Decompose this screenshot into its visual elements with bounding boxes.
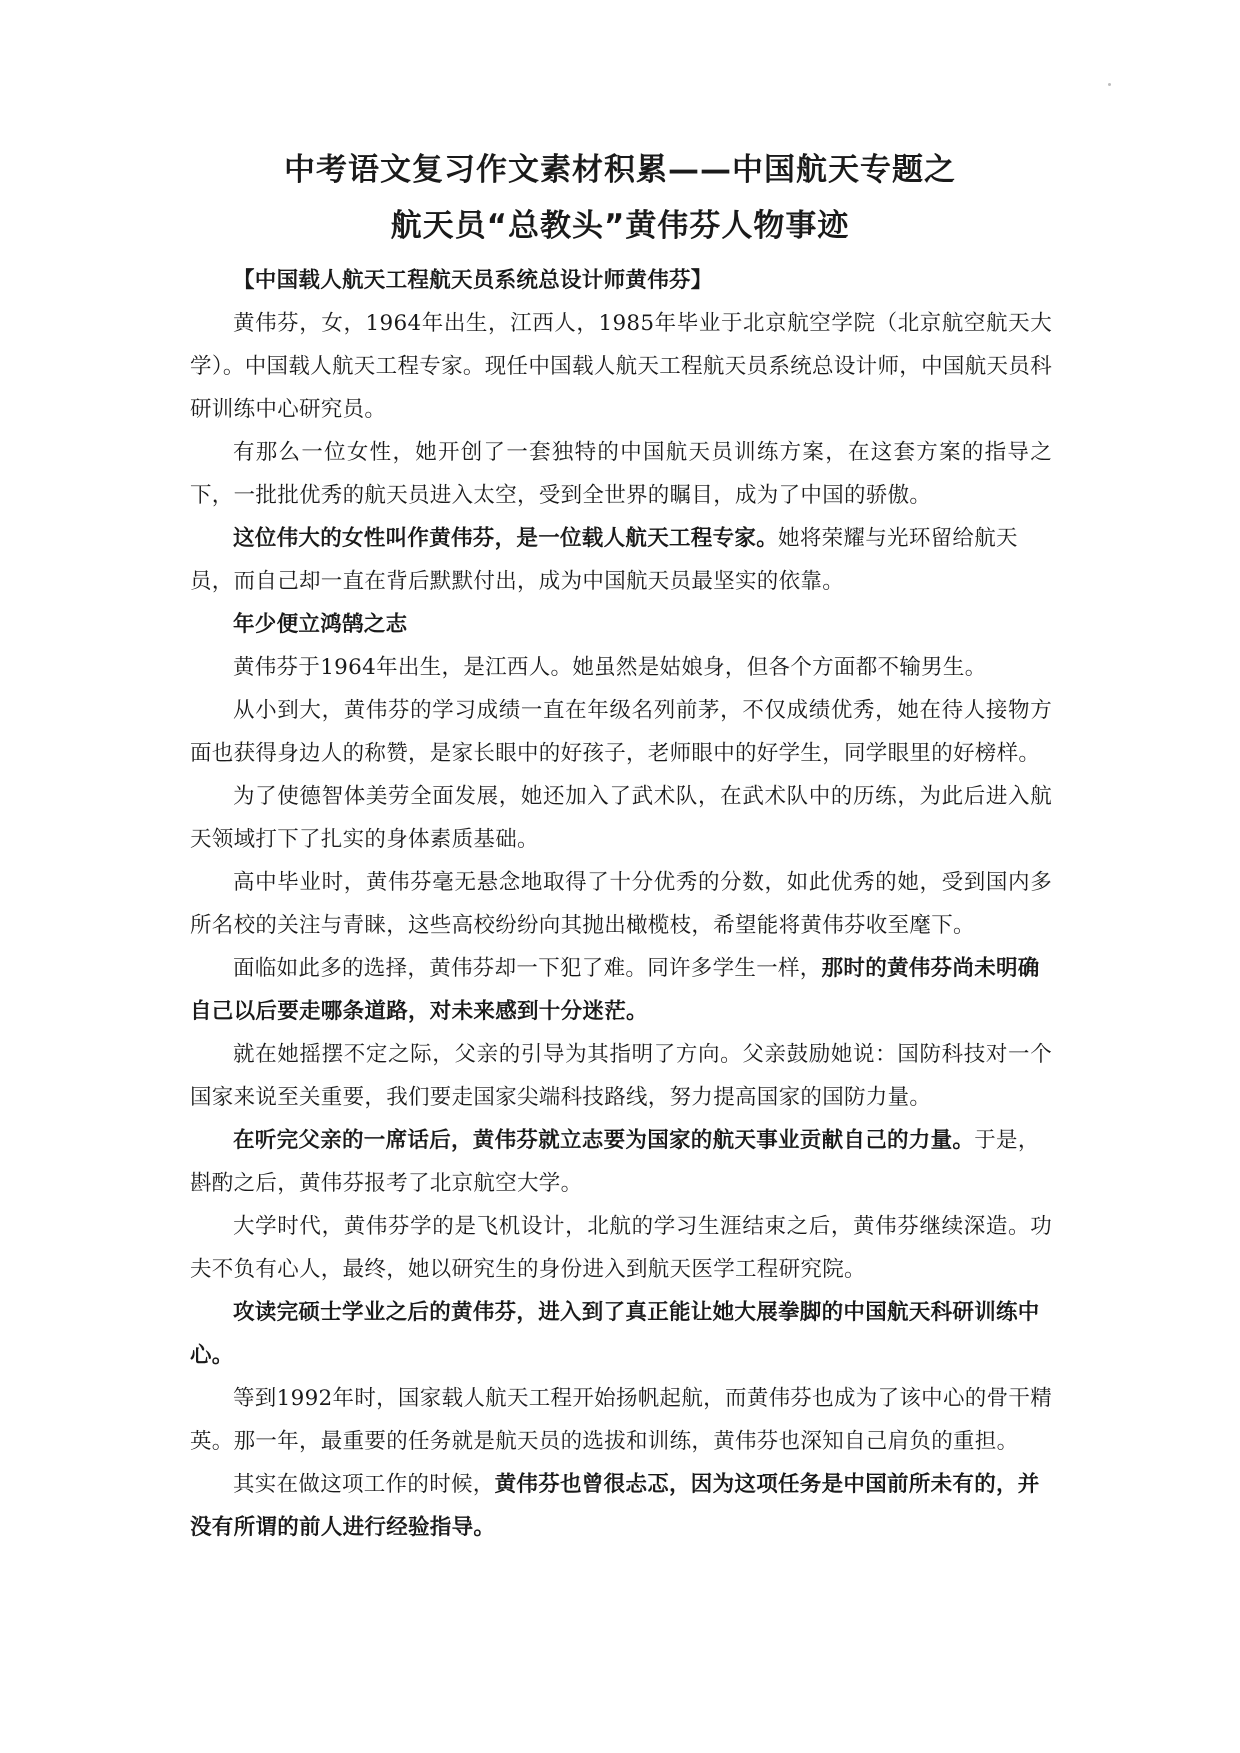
paragraph-7-plain: 面临如此多的选择，黄伟芬却一下犯了难。同许多学生一样， — [233, 956, 822, 981]
paragraph-7-line-2: 自己以后要走哪条道路，对未来感到十分迷茫。 — [190, 999, 648, 1024]
paragraph-11-line-2: 心。 — [190, 1343, 234, 1368]
paragraph-1-line-2: 下，一批批优秀的航天员进入太空，受到全世界的瞩目，成为了中国的骄傲。 — [190, 483, 932, 508]
corner-mark — [1108, 83, 1111, 86]
paragraph-1-line-1: 有那么一位女性，她开创了一套独特的中国航天员训练方案，在这套方案的指导之 — [233, 440, 1052, 465]
paragraph-12-line-1: 等到1992年时，国家载人航天工程开始扬帆起航，而黄伟芬也成为了该中心的骨干精 — [233, 1386, 1052, 1411]
header-tag: 【中国载人航天工程航天员系统总设计师黄伟芬】 — [233, 268, 713, 293]
bio-line-1: 黄伟芬，女，1964年出生，江西人，1985年毕业于北京航空学院（北京航空航天大 — [233, 311, 1052, 336]
paragraph-10-line-1: 大学时代，黄伟芬学的是飞机设计，北航的学习生涯结束之后，黄伟芬继续深造。功 — [233, 1214, 1052, 1239]
paragraph-13-plain: 其实在做这项工作的时候， — [233, 1472, 495, 1497]
bio-line-3: 研训练中心研究员。 — [190, 397, 387, 422]
paragraph-9-line-2: 斟酌之后，黄伟芬报考了北京航空大学。 — [190, 1171, 583, 1196]
paragraph-5-line-1: 为了使德智体美劳全面发展，她还加入了武术队，在武术队中的历练，为此后进入航 — [233, 784, 1052, 809]
paragraph-8-line-2: 国家来说至关重要，我们要走国家尖端科技路线，努力提高国家的国防力量。 — [190, 1085, 932, 1110]
paragraph-6-line-1: 高中毕业时，黄伟芬毫无悬念地取得了十分优秀的分数，如此优秀的她，受到国内多 — [233, 870, 1052, 895]
document-body — [190, 259, 1052, 1549]
document-title-line2: 航天员“总教头”黄伟芬人物事迹 — [390, 208, 850, 244]
document-title-line1: 中考语文复习作文素材积累——中国航天专题之 — [284, 152, 956, 188]
bio-line-2: 学）。中国载人航天工程专家。现任中国载人航天工程航天员系统总设计师，中国航天员科 — [190, 354, 1052, 379]
paragraph-9-rest: 于是， — [974, 1128, 1040, 1153]
paragraph-9-line-1 — [190, 1119, 1052, 1162]
paragraph-2-line-2: 员，而自己却一直在背后默默付出，成为中国航天员最坚实的依靠。 — [190, 569, 845, 594]
paragraph-9-bold: 在听完父亲的一席话后，黄伟芬就立志要为国家的航天事业贡献自己的力量。 — [233, 1128, 975, 1153]
paragraph-7-bold: 那时的黄伟芬尚未明确 — [821, 956, 1040, 981]
paragraph-2-line-1 — [190, 517, 1052, 560]
paragraph-12-line-2: 英。那一年，最重要的任务就是航天员的选拔和训练，黄伟芬也深知自己肩负的重担。 — [190, 1429, 1019, 1454]
paragraph-7-line-1 — [190, 947, 1052, 990]
paragraph-13-line-1 — [190, 1463, 1052, 1506]
paragraph-13-bold: 黄伟芬也曾很忐忑，因为这项任务是中国前所未有的，并 — [494, 1472, 1040, 1497]
paragraph-13-line-2: 没有所谓的前人进行经验指导。 — [190, 1515, 496, 1540]
paragraph-2-rest: 她将荣耀与光环留给航天 — [778, 526, 1018, 551]
paragraph-2-bold: 这位伟大的女性叫作黄伟芬，是一位载人航天工程专家。 — [233, 526, 779, 551]
section-heading: 年少便立鸿鹄之志 — [233, 612, 408, 637]
paragraph-3: 黄伟芬于1964年出生，是江西人。她虽然是姑娘身，但各个方面都不输男生。 — [233, 655, 987, 680]
paragraph-8-line-1: 就在她摇摆不定之际，父亲的引导为其指明了方向。父亲鼓励她说：国防科技对一个 — [233, 1042, 1052, 1067]
paragraph-6-line-2: 所名校的关注与青睐，这些高校纷纷向其抛出橄榄枝，希望能将黄伟芬收至麾下。 — [190, 913, 975, 938]
paragraph-10-line-2: 夫不负有心人，最终，她以研究生的身份进入到航天医学工程研究院。 — [190, 1257, 866, 1282]
paragraph-4-line-2: 面也获得身边人的称赞，是家长眼中的好孩子，老师眼中的好学生，同学眼里的好榜样。 — [190, 741, 1041, 766]
paragraph-11-line-1: 攻读完硕士学业之后的黄伟芬，进入到了真正能让她大展拳脚的中国航天科研训练中 — [233, 1300, 1040, 1325]
paragraph-5-line-2: 天领域打下了扎实的身体素质基础。 — [190, 827, 539, 852]
paragraph-4-line-1: 从小到大，黄伟芬的学习成绩一直在年级名列前茅，不仅成绩优秀，她在待人接物方 — [233, 698, 1052, 723]
